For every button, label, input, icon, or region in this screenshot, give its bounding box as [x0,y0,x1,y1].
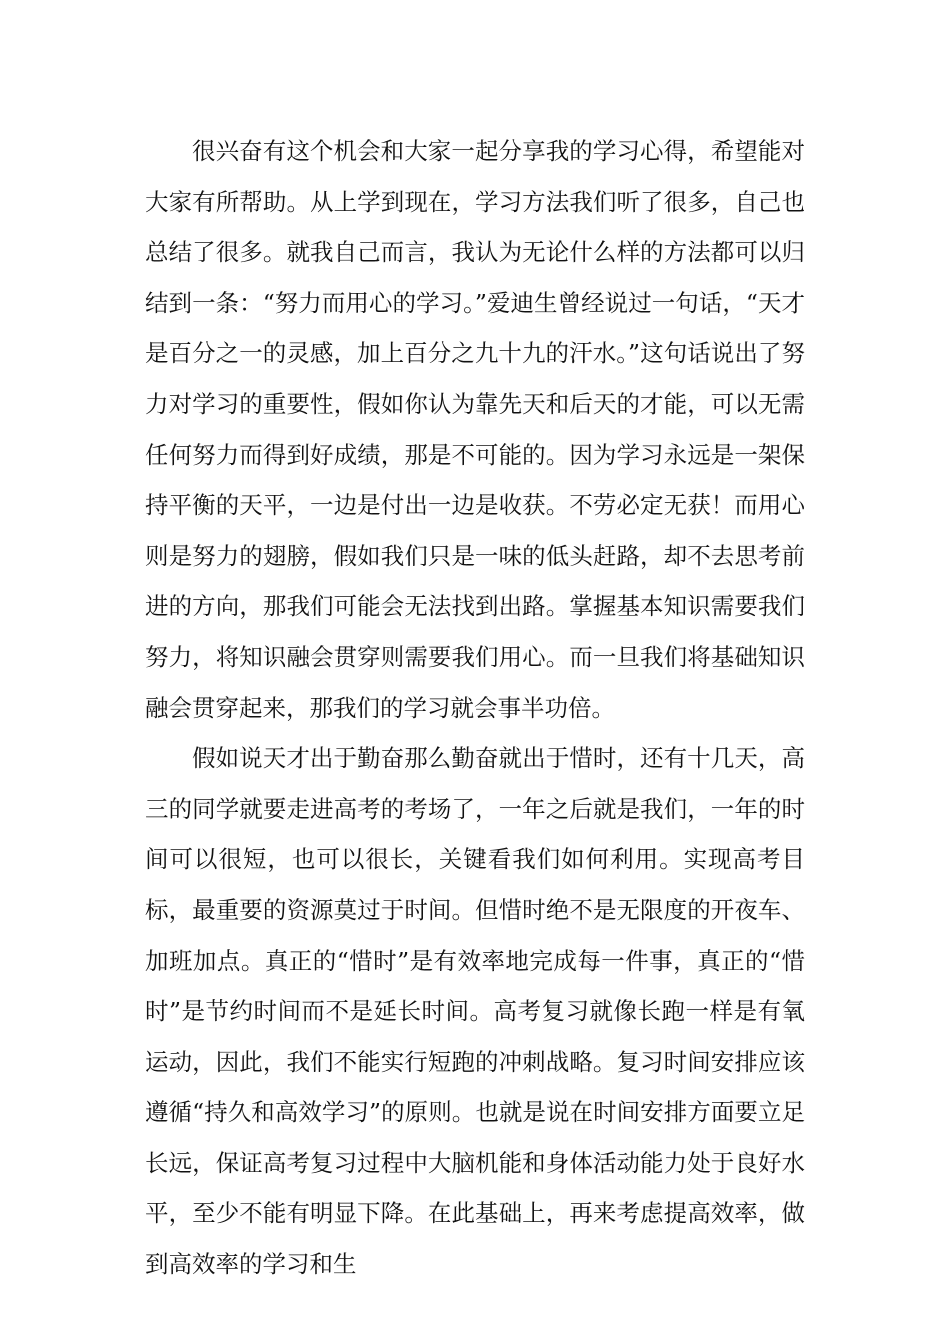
paragraph-2: 假如说天才出于勤奋那么勤奋就出于惜时，还有十几天，高三的同学就要走进高考的考场了，一年之后就是我们，一年的时间可以很短，也可以很长，关键看我们如何利用。实现高考目标，最重要的资源莫过于时间。但惜时绝不是无限度的开夜车、加班加点。真正的“惜时”是有效率地完成每一件事，真正的“惜时”是节约时间而不是延长时间。高考复习就像长跑一样是有氧运动，因此，我们不能实行短跑的冲刺战略。复习时间安排应该遵循“持久和高效学习”的原则。也就是说在时间安排方面要立足长远，保证高考复习过程中大脑机能和身体活动能力处于良好水平，至少不能有明显下降。在此基础上，再来考虑提高效率，做到高效率的学习和生 [145,744,805,1279]
document-body [145,126,805,1290]
paragraph-1: 很兴奋有这个机会和大家一起分享我的学习心得，希望能对大家有所帮助。从上学到现在，学习方法我们听了很多，自己也总结了很多。就我自己而言，我认为无论什么样的方法都可以归结到一条：“努力而用心的学习。”爱迪生曾经说过一句话，“天才是百分之一的灵感，加上百分之九十九的汗水。”这句话说出了努力对学习的重要性，假如你认为靠先天和后天的才能，可以无需任何努力而得到好成绩，那是不可能的。因为学习永远是一架保持平衡的天平，一边是付出一边是收获。不劳必定无获！而用心则是努力的翅膀，假如我们只是一味的低头赶路，却不去思考前进的方向，那我们可能会无法找到出路。掌握基本知识需要我们努力，将知识融会贯穿则需要我们用心。而一旦我们将基础知识融会贯穿起来，那我们的学习就会事半功倍。 [145,137,805,722]
